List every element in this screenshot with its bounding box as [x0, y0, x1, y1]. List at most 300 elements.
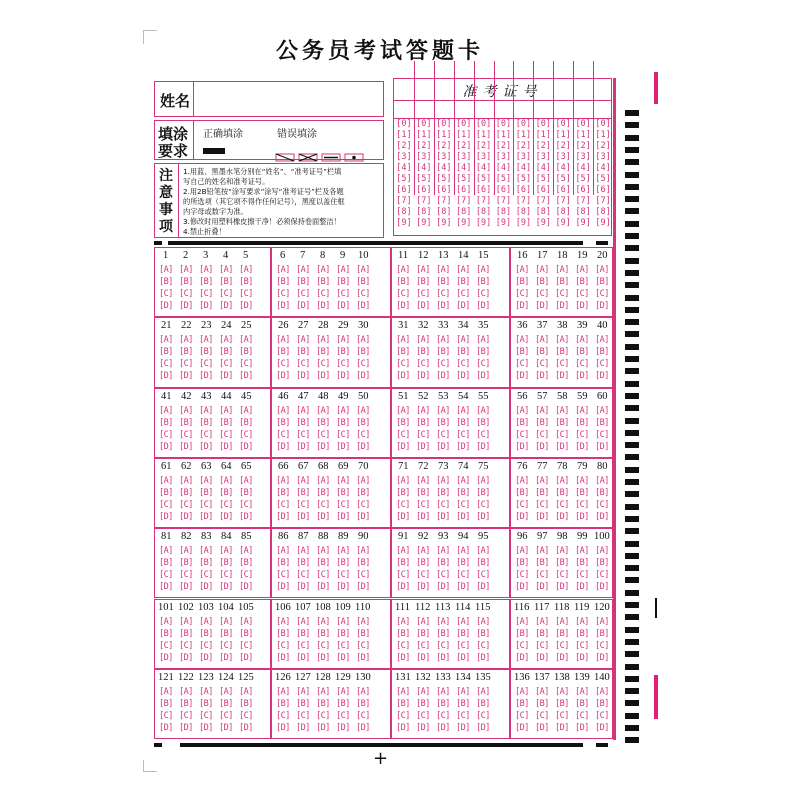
answer-option-bubble[interactable]: [B] [159, 558, 173, 569]
answer-option-bubble[interactable]: [C] [476, 359, 490, 370]
answer-option-bubble[interactable]: [A] [456, 335, 470, 346]
answer-option-bubble[interactable]: [A] [456, 616, 470, 627]
answer-option-bubble[interactable]: [B] [296, 277, 310, 287]
answer-option-bubble[interactable]: [A] [179, 475, 193, 486]
admission-digit-bubble[interactable]: [7] [475, 196, 492, 206]
answer-option-bubble[interactable]: [D] [476, 511, 490, 522]
answer-option-bubble[interactable]: [B] [179, 417, 193, 428]
answer-option-bubble[interactable]: [D] [276, 652, 290, 663]
answer-option-bubble[interactable]: [D] [476, 652, 490, 663]
answer-option-bubble[interactable]: [D] [159, 652, 173, 663]
answer-option-bubble[interactable]: [B] [436, 698, 450, 709]
admission-digit-bubble[interactable]: [6] [495, 185, 512, 195]
answer-option-bubble[interactable]: [A] [356, 686, 370, 697]
answer-option-bubble[interactable]: [B] [199, 628, 213, 639]
answer-option-bubble[interactable]: [B] [179, 558, 193, 569]
answer-option-bubble[interactable]: [A] [436, 475, 450, 486]
answer-option-bubble[interactable]: [D] [336, 582, 350, 593]
answer-option-bubble[interactable]: [A] [515, 405, 529, 416]
answer-option-bubble[interactable]: [B] [456, 628, 470, 639]
answer-option-bubble[interactable]: [A] [416, 546, 430, 557]
answer-option-bubble[interactable]: [D] [239, 371, 253, 382]
answer-option-bubble[interactable]: [A] [219, 405, 233, 416]
answer-option-bubble[interactable]: [B] [456, 487, 470, 498]
answer-option-bubble[interactable]: [A] [456, 265, 470, 275]
answer-option-bubble[interactable]: [C] [555, 710, 569, 721]
answer-option-bubble[interactable]: [A] [595, 405, 609, 416]
answer-option-bubble[interactable]: [D] [276, 582, 290, 593]
answer-option-bubble[interactable]: [D] [199, 301, 213, 311]
answer-option-bubble[interactable]: [D] [159, 511, 173, 522]
answer-option-bubble[interactable]: [D] [476, 722, 490, 733]
answer-option-bubble[interactable]: [A] [436, 265, 450, 275]
admission-digit-bubble[interactable]: [3] [475, 152, 492, 162]
answer-option-bubble[interactable]: [B] [336, 628, 350, 639]
answer-option-bubble[interactable]: [B] [436, 628, 450, 639]
answer-option-bubble[interactable]: [B] [555, 417, 569, 428]
answer-option-bubble[interactable]: [B] [296, 628, 310, 639]
answer-option-bubble[interactable]: [C] [179, 710, 193, 721]
answer-option-bubble[interactable]: [B] [456, 417, 470, 428]
answer-option-bubble[interactable]: [D] [555, 652, 569, 663]
answer-option-bubble[interactable]: [A] [179, 546, 193, 557]
answer-option-bubble[interactable]: [D] [356, 652, 370, 663]
answer-option-bubble[interactable]: [C] [595, 640, 609, 651]
answer-option-bubble[interactable]: [C] [396, 289, 410, 299]
admission-digit-bubble[interactable]: [6] [475, 185, 492, 195]
admission-digit-bubble[interactable]: [7] [455, 196, 472, 206]
answer-option-bubble[interactable]: [C] [199, 359, 213, 370]
answer-option-bubble[interactable]: [B] [515, 698, 529, 709]
answer-option-bubble[interactable]: [A] [436, 616, 450, 627]
answer-option-bubble[interactable]: [B] [159, 277, 173, 287]
answer-option-bubble[interactable]: [A] [159, 546, 173, 557]
answer-option-bubble[interactable]: [C] [575, 359, 589, 370]
answer-option-bubble[interactable]: [A] [476, 405, 490, 416]
admission-digit-bubble[interactable]: [1] [436, 130, 452, 140]
answer-option-bubble[interactable]: [B] [296, 558, 310, 569]
answer-option-bubble[interactable]: [B] [595, 417, 609, 428]
answer-option-bubble[interactable]: [D] [239, 511, 253, 522]
answer-option-bubble[interactable]: [A] [575, 686, 589, 697]
answer-option-bubble[interactable]: [D] [316, 652, 330, 663]
answer-option-bubble[interactable]: [B] [436, 487, 450, 498]
answer-option-bubble[interactable]: [D] [199, 722, 213, 733]
answer-option-bubble[interactable]: [B] [239, 347, 253, 358]
answer-option-bubble[interactable]: [D] [219, 511, 233, 522]
answer-option-bubble[interactable]: [B] [199, 487, 213, 498]
answer-option-bubble[interactable]: [C] [179, 429, 193, 440]
answer-option-bubble[interactable]: [B] [336, 347, 350, 358]
admission-digit-bubble[interactable]: [9] [535, 218, 551, 228]
answer-option-bubble[interactable]: [B] [456, 558, 470, 569]
admission-digit-bubble[interactable]: [8] [515, 207, 532, 217]
answer-option-bubble[interactable]: [C] [416, 359, 430, 370]
answer-option-bubble[interactable]: [C] [336, 429, 350, 440]
answer-option-bubble[interactable]: [A] [456, 686, 470, 697]
answer-option-bubble[interactable]: [D] [276, 371, 290, 382]
answer-option-bubble[interactable]: [C] [396, 640, 410, 651]
answer-option-bubble[interactable]: [A] [356, 335, 370, 346]
answer-option-bubble[interactable]: [A] [396, 475, 410, 486]
answer-option-bubble[interactable]: [D] [416, 441, 430, 452]
answer-option-bubble[interactable]: [D] [296, 582, 310, 593]
answer-option-bubble[interactable]: [D] [239, 441, 253, 452]
answer-option-bubble[interactable]: [D] [476, 371, 490, 382]
answer-option-bubble[interactable]: [B] [436, 277, 450, 287]
answer-option-bubble[interactable]: [A] [555, 686, 569, 697]
answer-option-bubble[interactable]: [D] [159, 582, 173, 593]
answer-option-bubble[interactable]: [B] [356, 417, 370, 428]
answer-option-bubble[interactable]: [A] [219, 686, 233, 697]
answer-option-bubble[interactable]: [C] [159, 289, 173, 299]
answer-option-bubble[interactable]: [D] [456, 511, 470, 522]
admission-digit-bubble[interactable]: [6] [515, 185, 532, 195]
answer-option-bubble[interactable]: [C] [535, 289, 549, 299]
answer-option-bubble[interactable]: [A] [595, 616, 609, 627]
answer-option-bubble[interactable]: [A] [296, 546, 310, 557]
answer-option-bubble[interactable]: [C] [595, 499, 609, 510]
answer-option-bubble[interactable]: [C] [159, 429, 173, 440]
answer-option-bubble[interactable]: [B] [595, 487, 609, 498]
admission-digit-bubble[interactable]: [9] [436, 218, 452, 228]
answer-option-bubble[interactable]: [A] [239, 265, 253, 275]
answer-option-bubble[interactable]: [D] [219, 441, 233, 452]
answer-option-bubble[interactable]: [D] [239, 301, 253, 311]
answer-option-bubble[interactable]: [C] [476, 710, 490, 721]
admission-digit-bubble[interactable]: [8] [595, 207, 611, 217]
answer-option-bubble[interactable]: [B] [179, 487, 193, 498]
answer-option-bubble[interactable]: [D] [179, 582, 193, 593]
admission-digit-bubble[interactable]: [5] [575, 174, 591, 184]
answer-option-bubble[interactable]: [B] [476, 698, 490, 709]
answer-option-bubble[interactable]: [B] [555, 277, 569, 287]
answer-option-bubble[interactable]: [A] [199, 616, 213, 627]
answer-option-bubble[interactable]: [A] [179, 405, 193, 416]
answer-option-bubble[interactable]: [C] [316, 429, 330, 440]
answer-option-bubble[interactable]: [C] [219, 429, 233, 440]
answer-option-bubble[interactable]: [C] [456, 289, 470, 299]
admission-digit-bubble[interactable]: [8] [436, 207, 452, 217]
answer-option-bubble[interactable]: [B] [535, 558, 549, 569]
answer-option-bubble[interactable]: [D] [396, 301, 410, 311]
admission-digit-bubble[interactable]: [0] [416, 119, 432, 129]
answer-option-bubble[interactable]: [C] [276, 710, 290, 721]
admission-digit-bubble[interactable]: [6] [595, 185, 611, 195]
answer-option-bubble[interactable]: [C] [316, 499, 330, 510]
answer-option-bubble[interactable]: [B] [416, 487, 430, 498]
answer-option-bubble[interactable]: [C] [595, 359, 609, 370]
answer-option-bubble[interactable]: [A] [515, 616, 529, 627]
answer-option-bubble[interactable]: [B] [276, 277, 290, 287]
answer-option-bubble[interactable]: [C] [276, 640, 290, 651]
answer-option-bubble[interactable]: [B] [276, 628, 290, 639]
answer-option-bubble[interactable]: [B] [515, 277, 529, 287]
admission-digit-bubble[interactable]: [6] [555, 185, 571, 195]
answer-option-bubble[interactable]: [A] [356, 475, 370, 486]
answer-option-bubble[interactable]: [A] [159, 475, 173, 486]
answer-option-bubble[interactable]: [C] [515, 289, 529, 299]
answer-option-bubble[interactable]: [C] [239, 710, 253, 721]
admission-digit-bubble[interactable]: [6] [416, 185, 432, 195]
answer-option-bubble[interactable]: [B] [356, 698, 370, 709]
answer-option-bubble[interactable]: [B] [219, 698, 233, 709]
answer-option-bubble[interactable]: [B] [456, 277, 470, 287]
answer-option-bubble[interactable]: [B] [555, 628, 569, 639]
answer-option-bubble[interactable]: [C] [416, 640, 430, 651]
answer-option-bubble[interactable]: [B] [296, 487, 310, 498]
answer-option-bubble[interactable]: [C] [239, 359, 253, 370]
answer-option-bubble[interactable]: [D] [535, 511, 549, 522]
admission-digit-bubble[interactable]: [1] [455, 130, 472, 140]
answer-option-bubble[interactable]: [B] [239, 487, 253, 498]
admission-digit-bubble[interactable]: [2] [455, 141, 472, 151]
answer-option-bubble[interactable]: [D] [535, 652, 549, 663]
answer-option-bubble[interactable]: [B] [476, 347, 490, 358]
answer-option-bubble[interactable]: [C] [179, 570, 193, 581]
answer-option-bubble[interactable]: [D] [239, 722, 253, 733]
answer-option-bubble[interactable]: [D] [456, 652, 470, 663]
answer-option-bubble[interactable]: [D] [535, 371, 549, 382]
answer-option-bubble[interactable]: [B] [159, 347, 173, 358]
answer-option-bubble[interactable]: [D] [219, 652, 233, 663]
answer-option-bubble[interactable]: [C] [555, 429, 569, 440]
admission-digit-bubble[interactable]: [4] [455, 163, 472, 173]
answer-option-bubble[interactable]: [A] [276, 405, 290, 416]
admission-digit-bubble[interactable]: [8] [535, 207, 551, 217]
answer-option-bubble[interactable]: [C] [219, 710, 233, 721]
answer-option-bubble[interactable]: [C] [595, 710, 609, 721]
answer-option-bubble[interactable]: [C] [199, 429, 213, 440]
answer-option-bubble[interactable]: [D] [336, 722, 350, 733]
answer-option-bubble[interactable]: [C] [356, 499, 370, 510]
answer-option-bubble[interactable]: [C] [276, 359, 290, 370]
answer-option-bubble[interactable]: [D] [456, 301, 470, 311]
answer-option-bubble[interactable]: [D] [219, 371, 233, 382]
admission-digit-bubble[interactable]: [4] [416, 163, 432, 173]
answer-option-bubble[interactable]: [C] [296, 570, 310, 581]
answer-option-bubble[interactable]: [D] [316, 371, 330, 382]
answer-option-bubble[interactable]: [A] [515, 546, 529, 557]
answer-option-bubble[interactable]: [B] [219, 628, 233, 639]
answer-option-bubble[interactable]: [C] [159, 710, 173, 721]
answer-option-bubble[interactable]: [B] [515, 487, 529, 498]
answer-option-bubble[interactable]: [B] [199, 417, 213, 428]
answer-option-bubble[interactable]: [A] [456, 405, 470, 416]
answer-option-bubble[interactable]: [B] [575, 558, 589, 569]
admission-digit-bubble[interactable]: [1] [555, 130, 571, 140]
admission-digit-bubble[interactable]: [9] [495, 218, 512, 228]
answer-option-bubble[interactable]: [D] [476, 582, 490, 593]
answer-option-bubble[interactable]: [A] [535, 265, 549, 275]
answer-option-bubble[interactable]: [B] [416, 347, 430, 358]
answer-option-bubble[interactable]: [C] [336, 570, 350, 581]
answer-option-bubble[interactable]: [C] [336, 499, 350, 510]
answer-option-bubble[interactable]: [A] [356, 405, 370, 416]
answer-option-bubble[interactable]: [A] [555, 546, 569, 557]
answer-option-bubble[interactable]: [B] [159, 698, 173, 709]
admission-digit-bubble[interactable]: [0] [436, 119, 452, 129]
answer-option-bubble[interactable]: [B] [239, 558, 253, 569]
answer-option-bubble[interactable]: [D] [555, 582, 569, 593]
answer-option-bubble[interactable]: [B] [219, 417, 233, 428]
admission-digit-bubble[interactable]: [9] [396, 218, 412, 228]
answer-option-bubble[interactable]: [A] [199, 335, 213, 346]
answer-option-bubble[interactable]: [B] [476, 417, 490, 428]
answer-option-bubble[interactable]: [C] [515, 570, 529, 581]
answer-option-bubble[interactable]: [B] [436, 558, 450, 569]
answer-option-bubble[interactable]: [A] [276, 265, 290, 275]
answer-option-bubble[interactable]: [A] [356, 616, 370, 627]
answer-option-bubble[interactable]: [D] [316, 301, 330, 311]
answer-option-bubble[interactable]: [C] [276, 289, 290, 299]
admission-digit-bubble[interactable]: [5] [436, 174, 452, 184]
answer-option-bubble[interactable]: [A] [416, 265, 430, 275]
answer-option-bubble[interactable]: [C] [456, 429, 470, 440]
answer-option-bubble[interactable]: [C] [575, 429, 589, 440]
admission-digit-bubble[interactable]: [9] [416, 218, 432, 228]
answer-option-bubble[interactable]: [B] [316, 487, 330, 498]
admission-digit-bubble[interactable]: [6] [535, 185, 551, 195]
answer-option-bubble[interactable]: [B] [336, 558, 350, 569]
answer-option-bubble[interactable]: [C] [356, 289, 370, 299]
answer-option-bubble[interactable]: [D] [296, 301, 310, 311]
admission-digit-bubble[interactable]: [3] [396, 152, 412, 162]
admission-digit-bubble[interactable]: [4] [436, 163, 452, 173]
answer-option-bubble[interactable]: [B] [276, 487, 290, 498]
answer-option-bubble[interactable]: [B] [179, 347, 193, 358]
answer-option-bubble[interactable]: [B] [396, 347, 410, 358]
answer-option-bubble[interactable]: [B] [159, 628, 173, 639]
answer-option-bubble[interactable]: [D] [356, 511, 370, 522]
answer-option-bubble[interactable]: [B] [595, 628, 609, 639]
answer-option-bubble[interactable]: [D] [515, 582, 529, 593]
answer-option-bubble[interactable]: [D] [199, 652, 213, 663]
answer-option-bubble[interactable]: [B] [575, 487, 589, 498]
answer-option-bubble[interactable]: [D] [239, 582, 253, 593]
answer-option-bubble[interactable]: [D] [396, 371, 410, 382]
answer-option-bubble[interactable]: [C] [535, 359, 549, 370]
answer-option-bubble[interactable]: [D] [416, 371, 430, 382]
answer-option-bubble[interactable]: [C] [456, 499, 470, 510]
answer-option-bubble[interactable]: [C] [159, 640, 173, 651]
answer-option-bubble[interactable]: [C] [179, 289, 193, 299]
answer-option-bubble[interactable]: [C] [456, 359, 470, 370]
admission-digit-bubble[interactable]: [8] [575, 207, 591, 217]
answer-option-bubble[interactable]: [A] [179, 265, 193, 275]
answer-option-bubble[interactable]: [B] [595, 698, 609, 709]
admission-digit-bubble[interactable]: [7] [595, 196, 611, 206]
answer-option-bubble[interactable]: [B] [179, 698, 193, 709]
answer-option-bubble[interactable]: [C] [555, 570, 569, 581]
answer-option-bubble[interactable]: [C] [179, 640, 193, 651]
answer-option-bubble[interactable]: [B] [179, 277, 193, 287]
admission-digit-bubble[interactable]: [6] [436, 185, 452, 195]
answer-option-bubble[interactable]: [D] [476, 441, 490, 452]
admission-digit-bubble[interactable]: [2] [396, 141, 412, 151]
answer-option-bubble[interactable]: [A] [159, 686, 173, 697]
answer-option-bubble[interactable]: [C] [396, 429, 410, 440]
answer-option-bubble[interactable]: [B] [555, 347, 569, 358]
answer-option-bubble[interactable]: [B] [356, 277, 370, 287]
answer-option-bubble[interactable]: [C] [436, 289, 450, 299]
answer-option-bubble[interactable]: [C] [416, 710, 430, 721]
answer-option-bubble[interactable]: [C] [396, 359, 410, 370]
answer-option-bubble[interactable]: [A] [575, 265, 589, 275]
answer-option-bubble[interactable]: [B] [199, 698, 213, 709]
answer-option-bubble[interactable]: [D] [595, 652, 609, 663]
answer-option-bubble[interactable]: [C] [575, 640, 589, 651]
answer-option-bubble[interactable]: [A] [316, 616, 330, 627]
answer-option-bubble[interactable]: [D] [595, 441, 609, 452]
answer-option-bubble[interactable]: [B] [416, 558, 430, 569]
answer-option-bubble[interactable]: [D] [416, 582, 430, 593]
answer-option-bubble[interactable]: [B] [316, 698, 330, 709]
admission-digit-bubble[interactable]: [1] [595, 130, 611, 140]
answer-option-bubble[interactable]: [D] [416, 511, 430, 522]
answer-option-bubble[interactable]: [C] [555, 499, 569, 510]
admission-digit-bubble[interactable]: [8] [555, 207, 571, 217]
answer-option-bubble[interactable]: [B] [535, 347, 549, 358]
answer-option-bubble[interactable]: [B] [276, 698, 290, 709]
answer-option-bubble[interactable]: [B] [476, 487, 490, 498]
answer-option-bubble[interactable]: [A] [575, 335, 589, 346]
admission-digit-bubble[interactable]: [9] [595, 218, 611, 228]
admission-digit-bubble[interactable]: [9] [575, 218, 591, 228]
answer-option-bubble[interactable]: [B] [515, 417, 529, 428]
answer-option-bubble[interactable]: [B] [416, 417, 430, 428]
answer-option-bubble[interactable]: [B] [456, 698, 470, 709]
answer-option-bubble[interactable]: [B] [316, 277, 330, 287]
answer-option-bubble[interactable]: [D] [555, 441, 569, 452]
answer-option-bubble[interactable]: [A] [456, 475, 470, 486]
answer-option-bubble[interactable]: [A] [336, 335, 350, 346]
answer-option-bubble[interactable]: [C] [595, 429, 609, 440]
answer-option-bubble[interactable]: [D] [199, 441, 213, 452]
answer-option-bubble[interactable]: [A] [436, 335, 450, 346]
answer-option-bubble[interactable]: [A] [396, 265, 410, 275]
answer-option-bubble[interactable]: [A] [595, 475, 609, 486]
answer-option-bubble[interactable]: [A] [336, 265, 350, 275]
answer-option-bubble[interactable]: [C] [239, 640, 253, 651]
answer-option-bubble[interactable]: [C] [219, 359, 233, 370]
admission-digit-bubble[interactable]: [5] [595, 174, 611, 184]
answer-option-bubble[interactable]: [B] [476, 628, 490, 639]
answer-option-bubble[interactable]: [D] [595, 371, 609, 382]
answer-option-bubble[interactable]: [C] [159, 499, 173, 510]
answer-option-bubble[interactable]: [D] [179, 652, 193, 663]
answer-option-bubble[interactable]: [C] [476, 429, 490, 440]
answer-option-bubble[interactable]: [B] [535, 487, 549, 498]
answer-option-bubble[interactable]: [D] [595, 582, 609, 593]
answer-option-bubble[interactable]: [B] [356, 487, 370, 498]
answer-option-bubble[interactable]: [A] [219, 616, 233, 627]
answer-option-bubble[interactable]: [D] [535, 582, 549, 593]
answer-option-bubble[interactable]: [D] [316, 582, 330, 593]
answer-option-bubble[interactable]: [D] [396, 441, 410, 452]
answer-option-bubble[interactable]: [B] [219, 277, 233, 287]
answer-option-bubble[interactable]: [C] [416, 429, 430, 440]
answer-option-bubble[interactable]: [D] [436, 722, 450, 733]
answer-option-bubble[interactable]: [B] [356, 347, 370, 358]
answer-option-bubble[interactable]: [A] [336, 405, 350, 416]
answer-option-bubble[interactable]: [D] [456, 441, 470, 452]
answer-option-bubble[interactable]: [C] [555, 359, 569, 370]
answer-option-bubble[interactable]: [D] [535, 722, 549, 733]
answer-option-bubble[interactable]: [D] [159, 301, 173, 311]
answer-option-bubble[interactable]: [C] [199, 710, 213, 721]
admission-digit-bubble[interactable]: [3] [595, 152, 611, 162]
